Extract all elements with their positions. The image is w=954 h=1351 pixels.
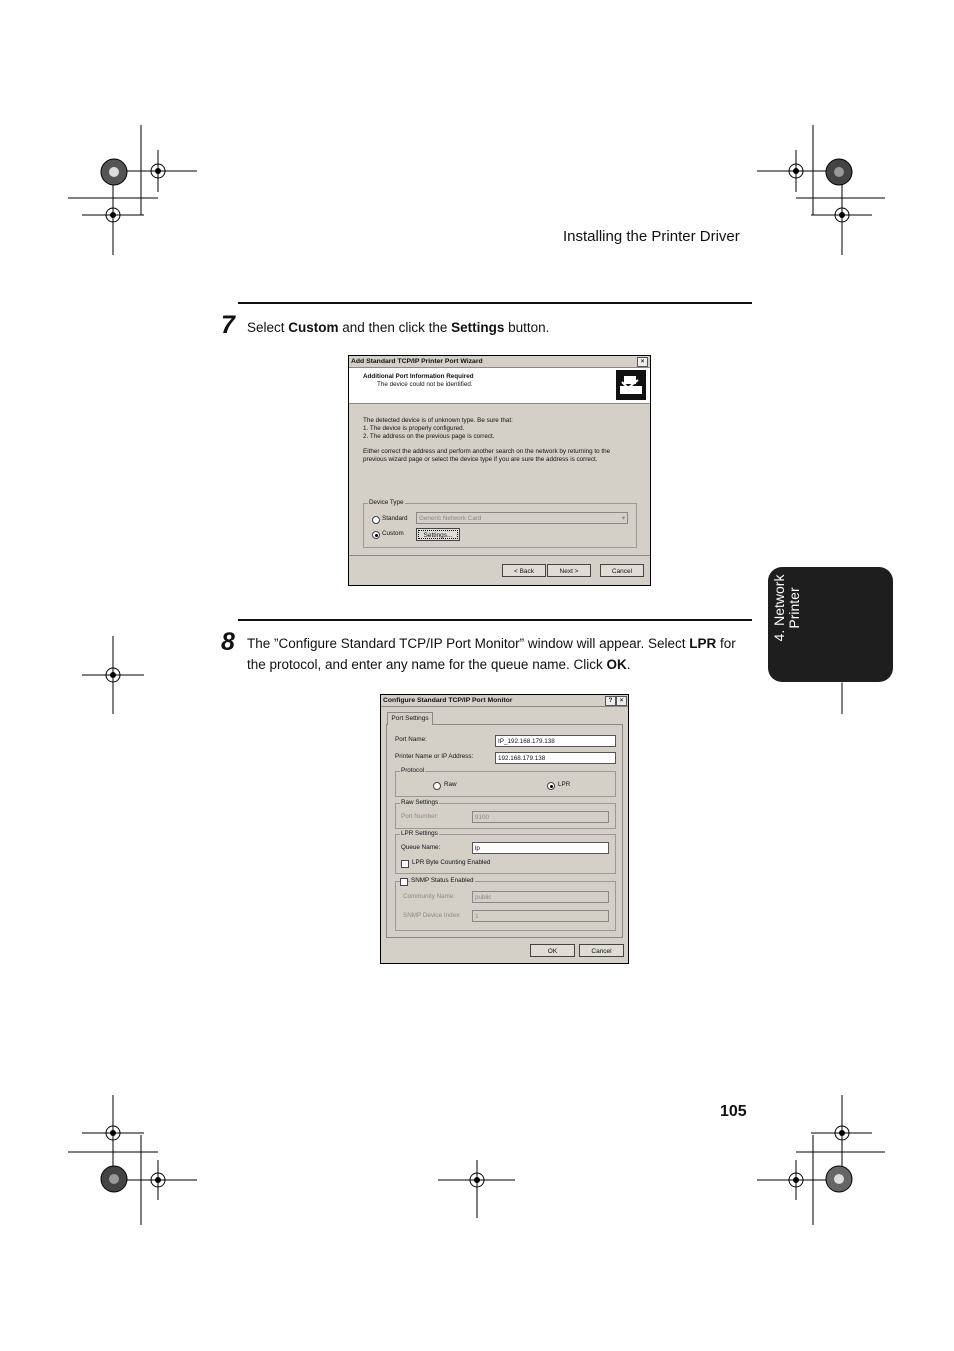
standard-device-select[interactable]: Generic Network Card ▾ <box>416 512 628 524</box>
standard-label: Standard <box>382 515 408 522</box>
chapter-tab-label: 4. Network Printer <box>771 574 802 642</box>
emphasis-text: Custom <box>288 320 339 335</box>
byte-counting-label: LPR Byte Counting Enabled <box>412 859 491 866</box>
emphasis-text: OK <box>606 657 627 672</box>
raw-settings-group: Raw Settings Port Number: 9100 <box>395 803 616 829</box>
port-name-label: Port Name: <box>395 736 427 743</box>
raw-label: Raw <box>444 781 457 788</box>
byte-counting-checkbox[interactable] <box>401 860 409 868</box>
custom-label: Custom <box>382 530 404 537</box>
wizard-divider <box>349 555 650 556</box>
port-monitor-window <box>380 694 629 964</box>
device-type-group: Device Type Standard Generic Network Card ▾ Custom Settings... <box>363 503 637 548</box>
custom-radio[interactable] <box>372 531 380 539</box>
instruction-text: . <box>626 657 631 672</box>
standard-radio[interactable] <box>372 516 380 524</box>
chapter-tab <box>768 567 893 682</box>
tab-panel <box>386 724 623 938</box>
step-8-number: 8 <box>221 628 235 656</box>
device-index-field[interactable]: 1 <box>472 910 609 922</box>
emphasis-text: Settings <box>451 320 505 335</box>
printer-icon <box>616 370 646 400</box>
add-port-wizard-window <box>348 355 651 586</box>
wizard-body-1: The detected device is of unknown type. Be sure that: 1. The device is properly configured. 2. The address on the previous page is correct. <box>363 417 513 440</box>
printer-name-field[interactable]: 192.168.179.138 <box>495 752 616 764</box>
step-8-text <box>247 633 747 675</box>
port-number-label: Port Number: <box>401 813 439 820</box>
step-7-number: 7 <box>221 311 235 339</box>
instruction-text: and then click the <box>338 320 452 335</box>
ok-button[interactable]: OK <box>530 944 575 957</box>
community-field[interactable]: public <box>472 891 609 903</box>
raw-radio[interactable] <box>433 782 441 790</box>
page-number: 105 <box>720 1103 747 1120</box>
lpr-label: LPR <box>558 781 571 788</box>
wizard-heading: Additional Port Information Required <box>363 373 474 380</box>
snmp-group: SNMP Status Enabled Community Name: public SNMP Device Index: 1 <box>395 881 616 931</box>
cancel-button[interactable]: Cancel <box>600 564 644 577</box>
emphasis-text: LPR <box>689 636 717 651</box>
next-button[interactable]: Next > <box>547 564 591 577</box>
step-7-text <box>247 317 747 338</box>
instruction-text: Select <box>247 320 289 335</box>
back-button[interactable]: < Back <box>502 564 546 577</box>
step-8-rule <box>238 619 752 621</box>
help-icon[interactable]: ? <box>605 696 616 706</box>
printer-name-label: Printer Name or IP Address: <box>395 753 474 760</box>
wizard-header-panel <box>349 368 650 404</box>
section-header: Installing the Printer Driver <box>563 228 740 245</box>
port-name-field[interactable]: IP_192.168.179.138 <box>495 735 616 747</box>
close-icon[interactable]: × <box>637 357 648 367</box>
step-7-rule <box>238 302 752 304</box>
queue-name-field[interactable]: lp <box>472 842 609 854</box>
device-index-label: SNMP Device Index: <box>403 912 461 919</box>
port-number-field[interactable]: 9100 <box>472 811 609 823</box>
snmp-checkbox[interactable] <box>400 878 408 886</box>
wizard-titlebar: Add Standard TCP/IP Printer Port Wizard × <box>349 356 650 368</box>
monitor-titlebar: Configure Standard TCP/IP Port Monitor ? × <box>381 695 628 707</box>
queue-name-label: Queue Name: <box>401 844 441 851</box>
community-label: Community Name: <box>403 893 456 900</box>
wizard-body-2: Either correct the address and perform another search on the network by returning to the previous wizard page or select the device type if you are sure the address is correct. <box>363 448 611 463</box>
wizard-subheading: The device could not be identified. <box>377 381 473 388</box>
lpr-settings-group: LPR Settings Queue Name: lp LPR Byte Counting Enabled <box>395 834 616 874</box>
lpr-radio[interactable] <box>547 782 555 790</box>
instruction-text: button. <box>504 320 550 335</box>
cancel-button[interactable]: Cancel <box>579 944 624 957</box>
tab-port-settings[interactable]: Port Settings <box>387 712 433 725</box>
instruction-text: for the protocol, and enter any name for the queue name. Click <box>247 636 736 672</box>
instruction-text: The ”Configure Standard TCP/IP Port Monitor” window will appear. Select <box>247 636 690 651</box>
protocol-group: Protocol Raw LPR <box>395 771 616 797</box>
chevron-down-icon: ▾ <box>621 515 625 522</box>
settings-button[interactable]: Settings... <box>416 528 460 541</box>
close-icon[interactable]: × <box>616 696 627 706</box>
